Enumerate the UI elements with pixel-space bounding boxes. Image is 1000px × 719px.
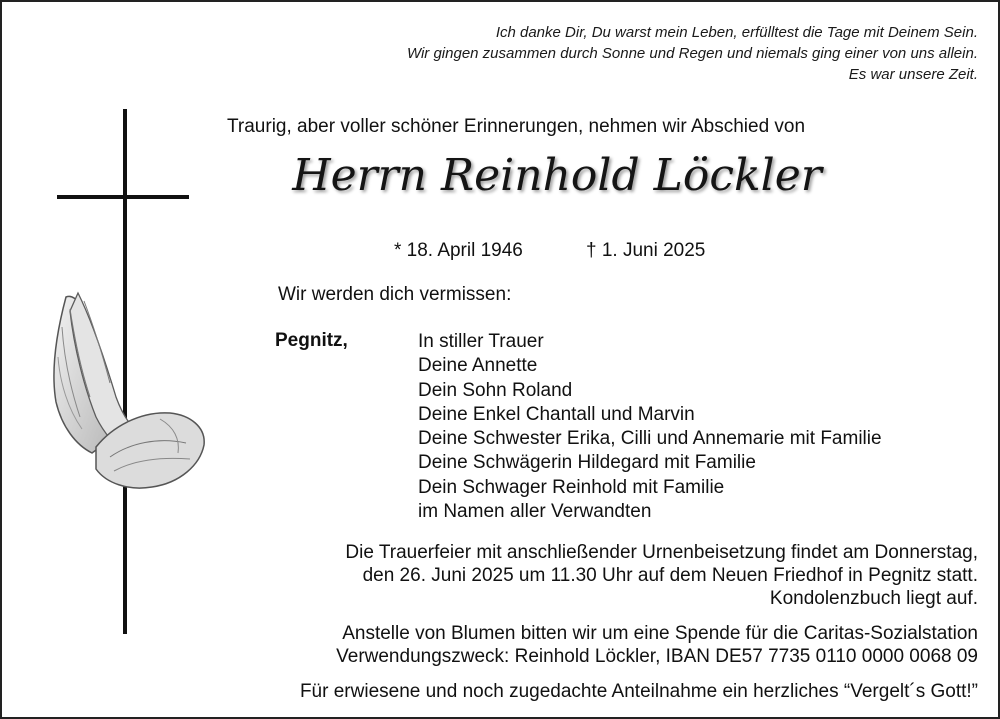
- mourner-line: In stiller Trauer: [418, 331, 544, 352]
- death-date: † 1. Juni 2025: [586, 240, 706, 261]
- miss-text: Wir werden dich vermissen:: [278, 284, 512, 305]
- mourner-line: Deine Schwester Erika, Cilli und Annemarie mit Familie: [418, 428, 882, 450]
- funeral-info: [345, 541, 978, 610]
- poem-line: Ich danke Dir, Du warst mein Leben, erfülltest die Tage mit Deinem Sein.: [495, 24, 978, 41]
- birth-date: * 18. April 1946: [394, 240, 523, 261]
- mourners-list: [418, 330, 882, 524]
- funeral-line: den 26. Juni 2025 um 11.30 Uhr auf dem Neuen Friedhof in Pegnitz statt.: [362, 565, 978, 586]
- poem-verse: [407, 22, 978, 85]
- funeral-line: Die Trauerfeier mit anschließender Urnenbeisetzung findet am Donnerstag,: [345, 542, 978, 563]
- thanks-text: [300, 680, 978, 703]
- praying-hands-icon: [40, 287, 210, 497]
- thanks-line: Für erwiesene und noch zugedachte Anteilnahme ein herzliches “Vergelt´s Gott!”: [299, 681, 978, 702]
- intro-text: Traurig, aber voller schöner Erinnerungen, nehmen wir Abschied von: [227, 116, 806, 137]
- funeral-line: Kondolenzbuch liegt auf.: [769, 588, 978, 609]
- mourner-line: im Namen aller Verwandten: [418, 501, 652, 523]
- place-name: Pegnitz,: [275, 330, 348, 351]
- deceased-name: Herrn Reinhold Löckler: [292, 150, 822, 201]
- mourner-line: Dein Sohn Roland: [418, 379, 573, 401]
- poem-line: Es war unsere Zeit.: [848, 66, 978, 83]
- donation-line: Verwendungszweck: Reinhold Löckler, IBAN DE57 7735 0110 0000 0068 09: [336, 646, 978, 667]
- mourner-line: Deine Annette: [418, 355, 538, 377]
- mourner-line: Deine Schwägerin Hildegard mit Familie: [418, 452, 756, 474]
- mourner-line: Deine Enkel Chantall und Marvin: [418, 403, 695, 425]
- donation-line: Anstelle von Blumen bitten wir um eine Spende für die Caritas-Sozialstation: [342, 623, 978, 644]
- mourner-line: Dein Schwager Reinhold mit Familie: [418, 476, 725, 498]
- poem-line: Wir gingen zusammen durch Sonne und Regen und niemals ging einer von uns allein.: [406, 45, 978, 62]
- donation-info: [336, 622, 978, 668]
